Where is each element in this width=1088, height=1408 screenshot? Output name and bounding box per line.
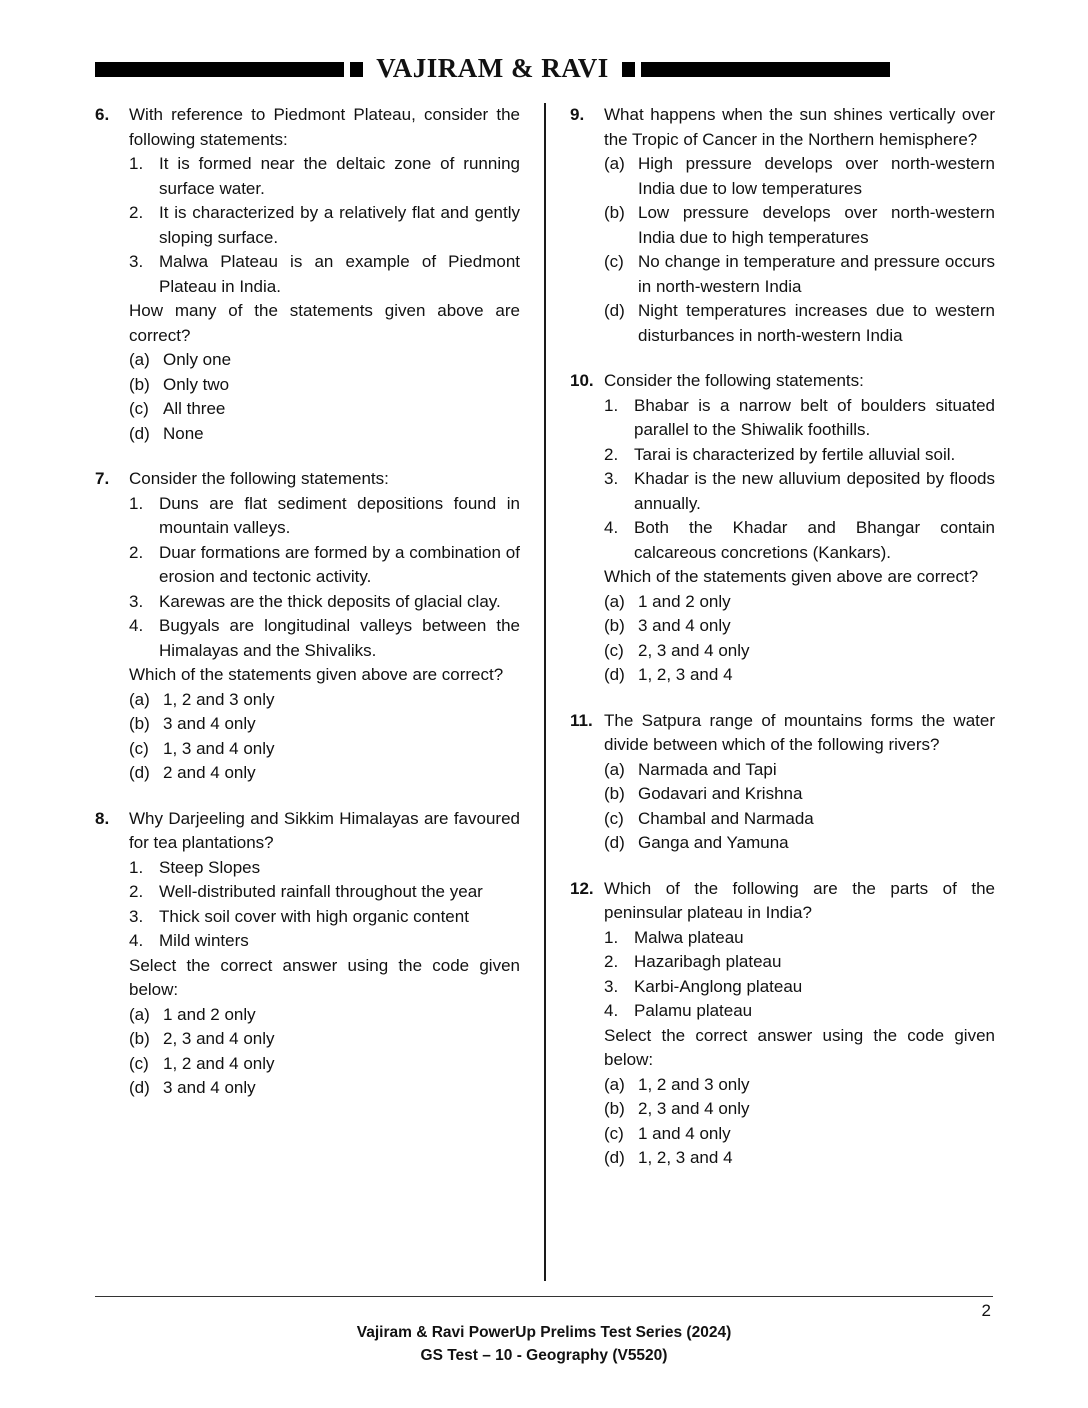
option: [604, 639, 995, 664]
option-text: High pressure develops over north-western India due to low temperatures: [638, 154, 995, 198]
option: [129, 1003, 520, 1028]
statement-text: It is characterized by a relatively flat and gently sloping surface.: [159, 203, 520, 247]
statement-number: 4.: [129, 616, 144, 635]
question-stem: Consider the following statements:: [129, 469, 389, 488]
question-stem: Consider the following statements:: [604, 371, 864, 390]
statement-number: 3.: [129, 591, 144, 611]
statement-text: Hazaribagh plateau: [634, 952, 782, 971]
statement-text: Steep Slopes: [159, 857, 261, 877]
option: [604, 1146, 995, 1171]
option: [604, 831, 995, 856]
statement-number: 3.: [604, 469, 619, 488]
option-label: (d): [129, 763, 150, 782]
question-stem: Which of the following are the parts of the peninsular plateau in India?: [604, 878, 995, 922]
statement-text: Palamu plateau: [634, 1001, 753, 1020]
option-label: (c): [129, 738, 149, 758]
statement-number: 1.: [604, 927, 619, 947]
option-label: (d): [604, 833, 625, 852]
question-12: [570, 877, 995, 1171]
page-header: [0, 0, 1088, 83]
option: [604, 663, 995, 688]
question-post: Select the correct answer using the code given below:: [604, 1025, 995, 1069]
option-text: None: [163, 423, 204, 443]
option-label: (d): [604, 1148, 625, 1167]
option-label: (b): [129, 1029, 150, 1048]
option-text: Only one: [163, 350, 232, 369]
statement: [604, 975, 995, 1000]
option-text: Chambal and Narmada: [638, 808, 814, 828]
statement-number: 4.: [129, 931, 144, 950]
statement-number: 1.: [129, 154, 144, 173]
statement-text: Tarai is characterized by fertile alluvial soil.: [634, 444, 956, 464]
option-text: 2, 3 and 4 only: [163, 1029, 275, 1048]
statement: [129, 250, 520, 299]
statement-text: It is formed near the deltaic zone of running surface water.: [159, 154, 520, 198]
statement-number: 2.: [129, 882, 144, 901]
statement-number: 2.: [129, 542, 144, 562]
option: [129, 1076, 520, 1101]
option: [604, 201, 995, 250]
question-number: 6.: [95, 105, 110, 124]
question-post: How many of the statements given above are correct?: [129, 301, 520, 345]
option-text: 1, 2 and 3 only: [163, 689, 275, 709]
option: [129, 761, 520, 786]
option-label: (b): [604, 203, 625, 222]
option-label: (b): [604, 1099, 625, 1118]
statement-number: 4.: [604, 518, 619, 537]
option-label: (a): [129, 689, 150, 709]
option-text: All three: [163, 399, 226, 418]
page-title: VAJIRAM & RAVI: [376, 53, 609, 83]
content-columns: [95, 103, 1088, 1281]
statement: [129, 201, 520, 250]
option: [604, 299, 995, 348]
statement: [129, 880, 520, 905]
question-11: [570, 709, 995, 856]
header-bar-left: [95, 62, 344, 77]
statement-number: 1.: [129, 857, 144, 877]
question-post: Which of the statements given above are correct?: [129, 665, 504, 684]
question-8: [95, 807, 520, 1101]
question-number: 10.: [570, 371, 594, 390]
statement-number: 2.: [604, 952, 619, 971]
question-stem: What happens when the sun shines vertically over the Tropic of Cancer in the Northern hemisphere?: [604, 105, 995, 149]
statement-text: Thick soil cover with high organic content: [159, 906, 469, 926]
option-label: (a): [129, 1004, 150, 1024]
option: [129, 397, 520, 422]
question-number: 12.: [570, 878, 594, 898]
question-number: 9.: [570, 105, 585, 124]
statement: [129, 929, 520, 954]
footer-series-title: Vajiram & Ravi PowerUp Prelims Test Series (2024): [356, 1324, 732, 1341]
option: [129, 1052, 520, 1077]
statement: [129, 492, 520, 541]
statement: [129, 152, 520, 201]
option: [604, 250, 995, 299]
option-label: (c): [604, 1123, 624, 1143]
option-text: 3 and 4 only: [163, 714, 256, 733]
footer-test-title: GS Test – 10 - Geography (V5520): [420, 1347, 668, 1364]
option-label: (a): [129, 350, 150, 369]
option: [604, 590, 995, 615]
option-text: 1, 2 and 3 only: [638, 1074, 750, 1094]
statement-number: 4.: [604, 1001, 619, 1020]
statement-number: 3.: [129, 252, 144, 271]
statement-text: Both the Khadar and Bhangar contain calcareous concretions (Kankars).: [634, 518, 995, 562]
option: [604, 614, 995, 639]
statement-number: 1.: [129, 493, 144, 513]
option-label: (b): [129, 374, 150, 394]
question-stem: Why Darjeeling and Sikkim Himalayas are favoured for tea plantations?: [129, 808, 520, 852]
option-text: Night temperatures increases due to western disturbances in north-western India: [638, 301, 995, 345]
statement-number: 3.: [604, 976, 619, 996]
statement: [129, 856, 520, 881]
option-label: (b): [604, 784, 625, 803]
option-label: (a): [604, 1074, 625, 1094]
question-stem: With reference to Piedmont Plateau, consider the following statements:: [129, 105, 520, 149]
question-post: Select the correct answer using the code given below:: [129, 955, 520, 999]
option: [604, 782, 995, 807]
statement: [604, 999, 995, 1024]
question-post: Which of the statements given above are correct?: [604, 567, 979, 586]
option-label: (d): [604, 301, 625, 320]
page-footer: [95, 1296, 993, 1367]
option-text: 3 and 4 only: [163, 1078, 256, 1097]
statement-text: Mild winters: [159, 931, 249, 950]
option: [604, 1073, 995, 1098]
statement-number: 1.: [604, 395, 619, 415]
option-label: (a): [604, 759, 625, 779]
option-text: Only two: [163, 374, 230, 394]
question-stem: The Satpura range of mountains forms the water divide between which of the following rivers?: [604, 710, 995, 754]
statement-text: Bhabar is a narrow belt of boulders situated parallel to the Shiwalik foothills.: [634, 395, 995, 439]
option-label: (a): [604, 154, 625, 173]
left-column: [95, 103, 520, 1281]
statement: [604, 394, 995, 443]
statement-text: Bugyals are longitudinal valleys between the Himalayas and the Shivaliks.: [159, 616, 520, 660]
option-text: Narmada and Tapi: [638, 759, 777, 779]
option-text: 1 and 2 only: [638, 591, 731, 611]
option-text: 1, 3 and 4 only: [163, 738, 275, 758]
option-text: 2, 3 and 4 only: [638, 640, 750, 660]
option-label: (c): [129, 1053, 149, 1073]
option-text: 1 and 2 only: [163, 1004, 256, 1024]
option-text: Godavari and Krishna: [638, 784, 803, 803]
option-text: 1, 2, 3 and 4: [638, 1148, 733, 1167]
option: [129, 712, 520, 737]
option-text: No change in temperature and pressure occurs in north-western India: [638, 252, 995, 296]
right-column: [570, 103, 995, 1281]
option: [604, 152, 995, 201]
statement-number: 2.: [604, 444, 619, 464]
statement-text: Karewas are the thick deposits of glacial clay.: [159, 591, 501, 611]
question-6: [95, 103, 520, 446]
header-bar-right: [641, 62, 890, 77]
option-label: (c): [604, 808, 624, 828]
option-text: Low pressure develops over north-western India due to high temperatures: [638, 203, 995, 247]
option-text: 2, 3 and 4 only: [638, 1099, 750, 1118]
option: [604, 758, 995, 783]
statement-text: Karbi-Anglong plateau: [634, 976, 803, 996]
statement: [604, 516, 995, 565]
statement: [604, 443, 995, 468]
option-label: (b): [604, 616, 625, 635]
statement-text: Duar formations are formed by a combination of erosion and tectonic activity.: [159, 542, 520, 586]
option-text: 2 and 4 only: [163, 763, 256, 782]
statement: [604, 467, 995, 516]
option-text: 3 and 4 only: [638, 616, 731, 635]
header-bar-left-segment: [350, 62, 363, 77]
statement: [129, 590, 520, 615]
statement: [129, 541, 520, 590]
option-label: (c): [129, 399, 149, 418]
option: [129, 737, 520, 762]
option-label: (d): [604, 665, 625, 684]
statement: [129, 905, 520, 930]
option: [604, 807, 995, 832]
option-text: Ganga and Yamuna: [638, 833, 789, 852]
option-label: (d): [129, 1078, 150, 1097]
option: [129, 1027, 520, 1052]
option: [129, 373, 520, 398]
column-divider: [544, 103, 546, 1281]
option-text: 1, 2 and 4 only: [163, 1053, 275, 1073]
statement-text: Duns are flat sediment depositions found in mountain valleys.: [159, 493, 520, 537]
option: [129, 348, 520, 373]
question-7: [95, 467, 520, 786]
option-label: (c): [604, 640, 624, 660]
option-label: (d): [129, 423, 150, 443]
statement: [604, 926, 995, 951]
option-label: (b): [129, 714, 150, 733]
statement-text: Malwa Plateau is an example of Piedmont Plateau in India.: [159, 252, 520, 296]
question-number: 8.: [95, 808, 110, 828]
statement-text: Malwa plateau: [634, 927, 744, 947]
option: [604, 1122, 995, 1147]
option: [129, 688, 520, 713]
statement-number: 3.: [129, 906, 144, 926]
statement: [604, 950, 995, 975]
header-bar-right-segment: [622, 62, 635, 77]
statement-text: Well-distributed rainfall throughout the year: [159, 882, 483, 901]
question-number: 7.: [95, 469, 110, 488]
option: [129, 422, 520, 447]
option-text: 1 and 4 only: [638, 1123, 731, 1143]
option-label: (a): [604, 591, 625, 611]
question-number: 11.: [570, 710, 593, 730]
option-label: (c): [604, 252, 624, 271]
statement-number: 2.: [129, 203, 144, 222]
option: [604, 1097, 995, 1122]
page-number: 2: [981, 1301, 991, 1320]
question-9: [570, 103, 995, 348]
statement: [129, 614, 520, 663]
statement-text: Khadar is the new alluvium deposited by floods annually.: [634, 469, 995, 513]
question-10: [570, 369, 995, 688]
option-text: 1, 2, 3 and 4: [638, 665, 733, 684]
